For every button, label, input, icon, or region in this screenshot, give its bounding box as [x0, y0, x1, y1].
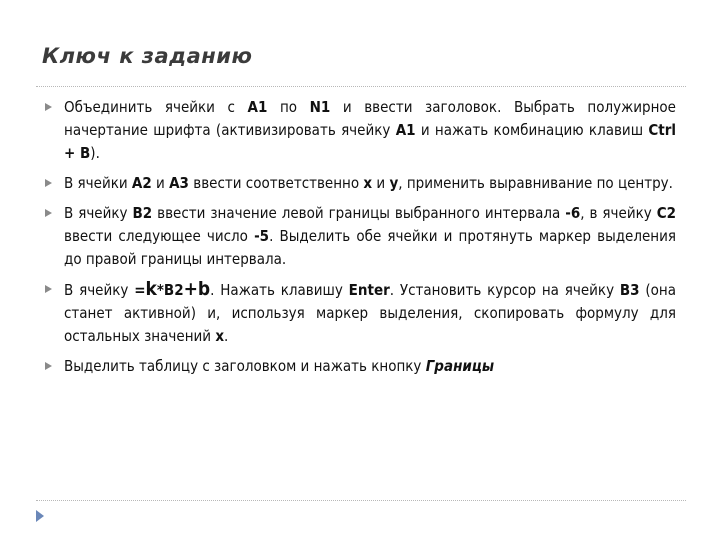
list-item: [42, 202, 676, 271]
text: ввести соответственно: [188, 174, 364, 192]
formula-part: *B2: [156, 281, 184, 299]
nav-arrow-icon[interactable]: [36, 510, 44, 522]
list-item: [42, 172, 676, 195]
variable: x: [215, 327, 225, 345]
text: и нажать комбинацию клавиш: [415, 121, 649, 139]
formula-part: k: [145, 278, 157, 300]
triangle-right-icon: [45, 103, 52, 111]
text: ввести значение левой границы выбранного интервала: [152, 204, 566, 222]
top-divider: [36, 86, 686, 87]
text: (она станет активной) и, используя маркер выделения, скопировать формулу для остальных значений: [64, 281, 676, 345]
variable: x: [363, 174, 373, 192]
text: В ячейку: [64, 204, 133, 222]
text: по: [267, 98, 310, 116]
text: . Нажать клавишу: [210, 281, 349, 299]
text: , в ячейку: [580, 204, 657, 222]
text: В ячейки: [64, 174, 132, 192]
text: Объединить ячейки с: [64, 98, 248, 116]
triangle-right-icon: [45, 209, 52, 217]
list-item: [42, 355, 676, 378]
list-item: [42, 278, 676, 348]
bottom-divider: [36, 500, 686, 501]
number: -5: [254, 227, 270, 245]
cell-ref: A1: [395, 121, 416, 139]
slide-title: Ключ к заданию: [42, 44, 253, 68]
triangle-right-icon: [45, 179, 52, 187]
formula-part: =: [134, 281, 146, 299]
text: и: [372, 174, 390, 192]
key-combo: Ctrl + B: [64, 121, 676, 162]
cell-ref: A1: [247, 98, 268, 116]
formula-part: +b: [183, 278, 211, 300]
triangle-right-icon: [45, 285, 52, 293]
triangle-right-icon: [45, 362, 52, 370]
button-name: Границы: [425, 357, 495, 375]
cell-ref: A2: [131, 174, 152, 192]
number: -6: [565, 204, 581, 222]
cell-ref: N1: [309, 98, 331, 116]
text: , применить выравнивание по центру.: [398, 174, 673, 192]
text: . Выделить обе ячейки и протянуть маркер выделения до правой границы интервала.: [64, 227, 676, 268]
key-name: Enter: [348, 281, 390, 299]
text: .: [224, 327, 229, 345]
text: Выделить таблицу с заголовком и нажать кнопку: [64, 357, 426, 375]
cell-ref: B3: [619, 281, 640, 299]
bullet-list: [42, 96, 676, 385]
list-item: [42, 96, 676, 165]
text: и: [151, 174, 170, 192]
variable: y: [389, 174, 399, 192]
formula: [134, 278, 211, 300]
cell-ref: B2: [132, 204, 153, 222]
text: ).: [90, 144, 100, 162]
text: . Установить курсор на ячейку: [389, 281, 620, 299]
cell-ref: C2: [656, 204, 676, 222]
text: ввести следующее число: [64, 227, 255, 245]
text: и ввести заголовок. Выбрать полужирное начертание шрифта (активизировать ячейку: [64, 98, 676, 139]
text: В ячейку: [64, 281, 135, 299]
cell-ref: A3: [169, 174, 189, 192]
